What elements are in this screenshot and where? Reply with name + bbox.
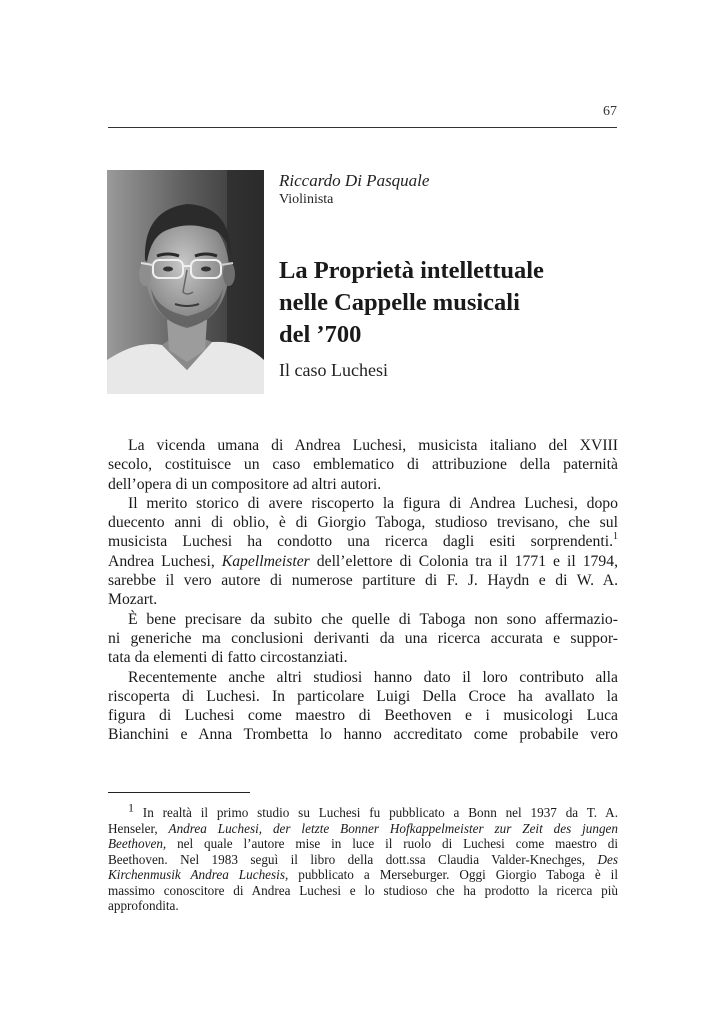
footnote-italic-span: Beethoven, bbox=[108, 836, 167, 851]
body-line: tata da elementi di fatto circostanziati. bbox=[108, 649, 348, 667]
footnote bbox=[108, 800, 619, 914]
footnote-text-span: Beethoven. Nel 1983 seguì il libro della dott.ssa Claudia Valder-Knechges, bbox=[108, 851, 598, 867]
footnote-line bbox=[108, 800, 618, 821]
footnote-italic-span: Kirchenmusik Andrea Luchesis bbox=[108, 867, 285, 882]
article-title-line: nelle Cappelle musicali bbox=[279, 289, 520, 316]
footnote-line: massimo conoscitore di Andrea Luchesi e lo studioso che ha prodotto la ricerca più bbox=[108, 882, 618, 898]
body-line: È bene precisare da subito che quelle di Taboga non sono affermazio- bbox=[128, 610, 618, 628]
footnote-italic-span: Andrea Luchesi, der letzte Bonner Hofkappelmeister zur Zeit des jungen bbox=[168, 820, 619, 836]
body-italic-span: Kapellmeister bbox=[221, 552, 310, 570]
body-line bbox=[108, 552, 618, 571]
header-rule bbox=[108, 127, 617, 128]
author-name: Riccardo Di Pasquale bbox=[279, 171, 430, 190]
footnote-italic-span: Des bbox=[597, 851, 618, 867]
article-title-line: La Proprietà intellettuale bbox=[279, 257, 544, 284]
body-line: Il merito storico di avere riscoperto la figura di Andrea Luchesi, dopo bbox=[128, 494, 618, 512]
footnote-text-span: Henseler, bbox=[108, 820, 169, 836]
body-line: duecento anni di oblio, è di Giorgio Taboga, studioso trevisano, che sul bbox=[108, 514, 618, 532]
page-number: 67 bbox=[603, 104, 617, 119]
article-subtitle: Il caso Luchesi bbox=[279, 360, 388, 380]
body-line: dell’opera di un compositore ad altri autori. bbox=[108, 475, 382, 493]
body-line: riscoperta di Luchesi. In particolare Luigi Della Croce ha avallato la bbox=[108, 687, 618, 705]
footnote-line bbox=[108, 836, 618, 852]
author-photo bbox=[107, 170, 264, 394]
footnote-line bbox=[108, 852, 618, 868]
author-role: Violinista bbox=[279, 192, 334, 207]
footnote-line bbox=[108, 867, 618, 883]
footnote-line: approfondita. bbox=[108, 898, 179, 913]
body-text-span: dell’elettore di Colonia tra il 1771 e il 1794, bbox=[309, 552, 618, 570]
body-text bbox=[108, 436, 618, 745]
body-text-span: musicista Luchesi ha condotto una ricerca dagli esiti sorprendenti. bbox=[108, 533, 613, 551]
footnote-text-span: nel quale l’autore mise in luce il ruolo di Luchesi come maestro di bbox=[166, 836, 618, 851]
body-text-span: Andrea Luchesi, bbox=[108, 552, 222, 570]
body-line: Bianchini e Anna Trombetta lo hanno accreditato come probabile vero bbox=[108, 726, 618, 744]
footnote-rule bbox=[108, 792, 250, 793]
author-photo-icon bbox=[107, 170, 264, 394]
body-line: figura di Luchesi come maestro di Beethoven e i musicologi Luca bbox=[108, 707, 618, 725]
article-title-line: del ’700 bbox=[279, 321, 362, 348]
body-line: La vicenda umana di Andrea Luchesi, musicista italiano del XVIII bbox=[128, 437, 618, 454]
footnote-text-span: , pubblicato a Merseburger. Oggi Giorgio Taboga è il bbox=[284, 867, 619, 882]
body-line: secolo, costituisce un caso emblematico di attribuzione della paternità bbox=[108, 456, 618, 474]
footnote-text-span: In realtà il primo studio su Luchesi fu pubblicato a Bonn nel 1937 da T. A. bbox=[134, 805, 618, 820]
article-title bbox=[279, 255, 609, 351]
body-line: Recentemente anche altri studiosi hanno dato il loro contributo alla bbox=[128, 668, 618, 686]
body-line: ni generiche ma conclusioni derivanti da una ricerca accurata e suppor- bbox=[108, 629, 618, 647]
body-line bbox=[108, 532, 618, 551]
body-line: sarebbe il vero autore di numerose partiture di F. J. Haydn e di W. A. bbox=[108, 572, 618, 590]
footnote-reference[interactable]: 1 bbox=[613, 531, 618, 543]
footnote-line bbox=[108, 821, 618, 837]
body-line: Mozart. bbox=[108, 591, 158, 609]
footnote-mark: 1 bbox=[128, 800, 134, 815]
